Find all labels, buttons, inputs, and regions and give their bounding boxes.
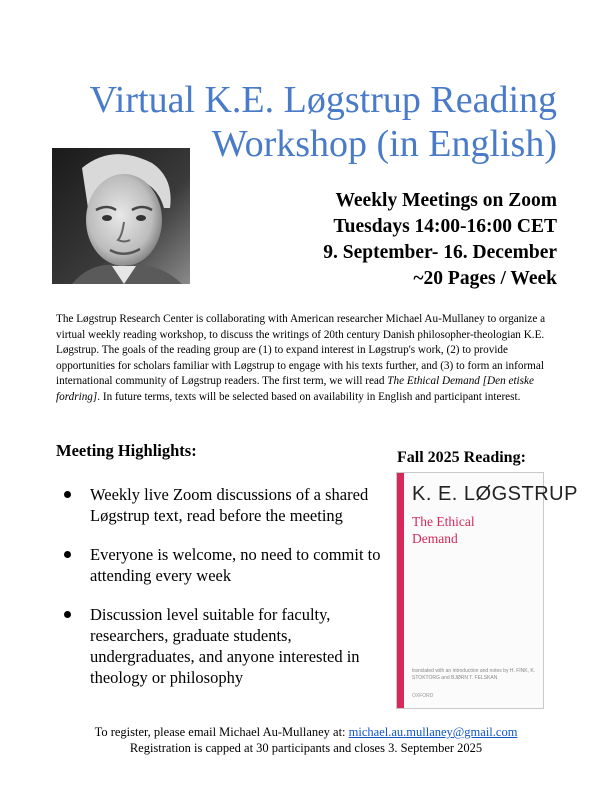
book-title [412,513,532,547]
list-item-text: Everyone is welcome, no need to commit to attending every week [90,545,381,585]
portrait-photo [52,148,190,284]
book-title-line-1: The Ethical [412,514,475,529]
intro-text-part1: The Løgstrup Research Center is collaborating with American researcher Michael Au-Mullaney to organize a virtual weekly reading workshop, to discuss the writings of 20th century Danish philosopher-theologian K.E. Løgstrup. The goals of the reading group are (1) to expand interest in Løgstrup's work, (2) to provide opportunities for scholars familiar with Løgstrup to engage with his texts further, and (3) to form an informal international community of Løgstrup readers. The first term, we will read [56,313,546,388]
highlights-heading: Meeting Highlights: [56,441,197,460]
intro-text-part2: . In future terms, texts will be selected based on availability in English and participant interest. [97,390,521,403]
title-line-1: Virtual K.E. Løgstrup Reading [89,79,557,121]
meeting-details [220,188,557,292]
reading-heading: Fall 2025 Reading: [397,449,526,466]
book-publisher: OXFORD [412,693,434,699]
meeting-line-zoom: Weekly Meetings on Zoom [335,190,557,211]
book-credits: translated with an introduction and notes by H. FINK, K. STOKTORG and BJØRN T. FELSKAN [412,668,536,681]
list-item-text: Discussion level suitable for faculty, researchers, graduate students, undergraduates, and anyone interested in theology or philosophy [90,605,360,687]
meeting-line-dates: 9. September- 16. December [323,242,557,263]
register-prefix: To register, please email Michael Au-Mullaney at: [94,725,349,739]
bullet-icon [64,611,71,618]
highlights-list [56,484,386,706]
book-spine-accent [397,473,404,708]
list-item [56,484,386,526]
book-title-line-2: Demand [412,531,458,546]
bullet-icon [64,491,71,498]
bullet-icon [64,551,71,558]
intro-book-title: The Ethical Demand [Den etiske fordring] [56,375,534,403]
register-line [0,724,612,740]
capacity-line: Registration is capped at 30 participants and closes 3. September 2025 [129,741,483,755]
title-line-2: Workshop (in English) [211,123,557,165]
book-cover [396,472,578,709]
meeting-line-time: Tuesdays 14:00-16:00 CET [333,216,557,237]
portrait-illustration [52,148,190,284]
list-item-text: Weekly live Zoom discussions of a shared Løgstrup text, read before the meeting [90,485,369,525]
list-item [56,604,386,688]
list-item [56,544,386,586]
registration-footer [0,724,612,756]
email-link[interactable]: michael.au.mullaney@gmail.com [348,725,518,739]
intro-paragraph [56,312,564,406]
meeting-line-pages: ~20 Pages / Week [413,268,557,289]
book-author: K. E. LØGSTRUP [412,483,578,505]
